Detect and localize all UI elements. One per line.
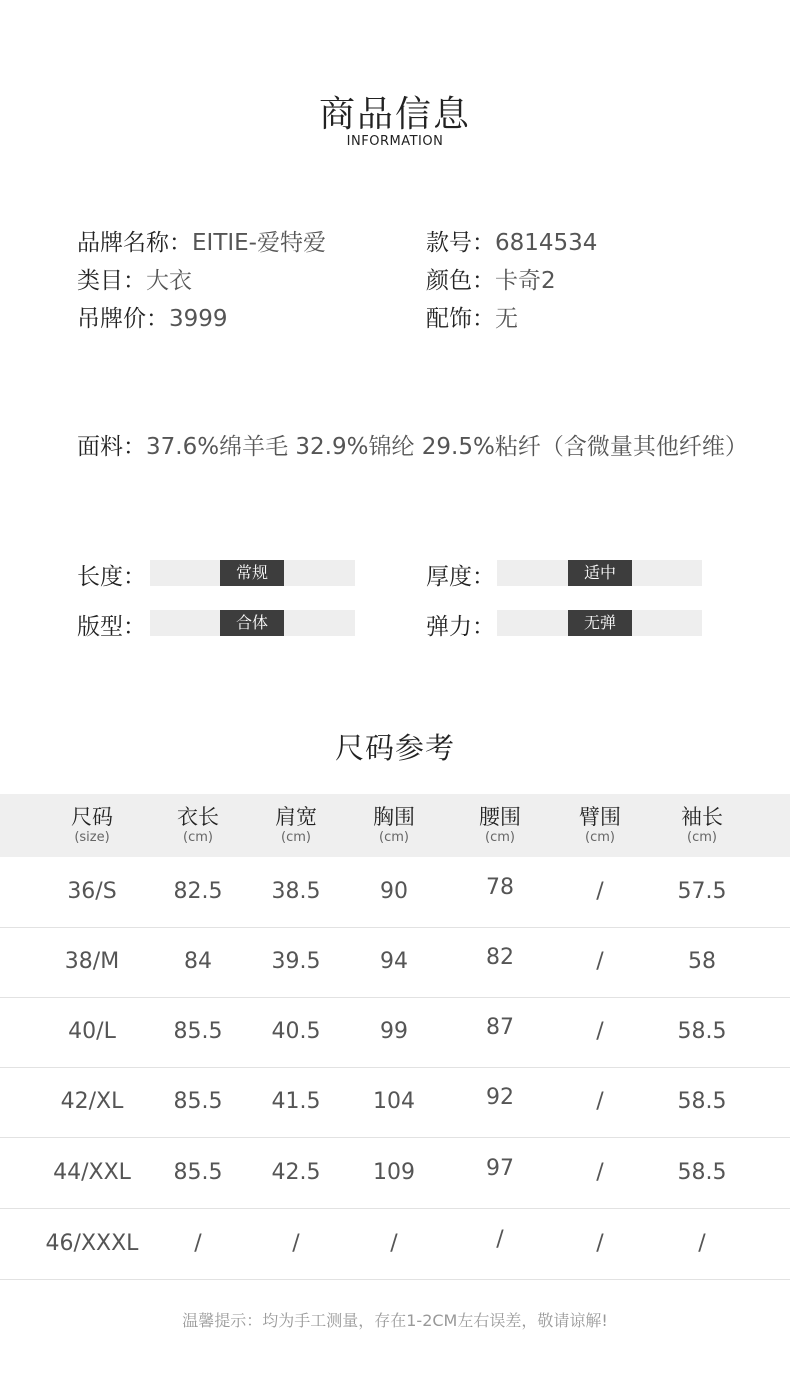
brand-value: EITIE-爱特爱 (192, 230, 326, 256)
color-value: 卡奇2 (495, 268, 556, 294)
cell-size: 38/M (64, 949, 120, 974)
table-row (0, 1209, 790, 1280)
col-sleeve-label: 袖长 (681, 805, 723, 829)
cell-length: 85.5 (173, 1089, 223, 1114)
style-no-row (426, 224, 597, 257)
cell-shoulder: 38.5 (271, 879, 321, 904)
cell-waist: 82 (486, 945, 514, 970)
cell-length: 85.5 (173, 1019, 223, 1044)
cell-shoulder: 41.5 (271, 1089, 321, 1114)
style-no-label: 款号： (426, 230, 495, 256)
col-chest (334, 804, 454, 846)
cell-length: 85.5 (173, 1160, 223, 1185)
length-tag: 常规 (220, 560, 284, 586)
cell-sleeve: 58.5 (677, 1160, 727, 1185)
page-subtitle: INFORMATION (346, 134, 444, 149)
col-chest-unit: (cm) (379, 830, 409, 845)
col-length-unit: (cm) (183, 830, 213, 845)
col-length-label: 衣长 (177, 805, 219, 829)
price-row (77, 300, 228, 333)
fit-tag: 合体 (220, 610, 284, 636)
cell-shoulder: 40.5 (271, 1019, 321, 1044)
table-row (0, 1138, 790, 1209)
table-row (0, 1067, 790, 1138)
cell-chest: 90 (380, 879, 408, 904)
accessory-label: 配饰： (426, 306, 495, 332)
cell-arm: / (596, 1019, 604, 1044)
elasticity-label: 弹力： (426, 614, 495, 640)
accessory-row (426, 300, 518, 333)
cell-arm: / (596, 1089, 604, 1114)
cell-waist: 78 (486, 875, 514, 900)
cell-arm: / (596, 949, 604, 974)
col-arm-unit: (cm) (585, 830, 615, 845)
thickness-tag: 适中 (568, 560, 632, 586)
measurement-tip: 温馨提示：均为手工测量，存在1-2CM左右误差，敬请谅解! (182, 1311, 608, 1330)
brand-label: 品牌名称： (77, 230, 192, 256)
cell-chest: 109 (373, 1160, 415, 1185)
brand-row (77, 224, 326, 257)
cell-chest: 99 (380, 1019, 408, 1044)
table-row (0, 997, 790, 1068)
col-size (32, 804, 152, 846)
fit-label: 版型： (77, 614, 146, 640)
cell-chest: 104 (373, 1089, 415, 1114)
cell-waist: / (496, 1227, 504, 1252)
color-label: 颜色： (426, 268, 495, 294)
col-chest-label: 胸围 (373, 805, 415, 829)
cell-arm: / (596, 1160, 604, 1185)
category-row (77, 262, 192, 295)
cell-sleeve: 58.5 (677, 1089, 727, 1114)
thickness-bar (497, 560, 702, 586)
cell-waist: 97 (486, 1156, 514, 1181)
fit-bar (150, 610, 355, 636)
cell-size: 42/XL (60, 1089, 124, 1114)
style-no-value: 6814534 (495, 230, 598, 256)
price-label: 吊牌价： (77, 306, 169, 332)
table-row (0, 927, 790, 998)
cell-length: / (194, 1231, 202, 1256)
col-shoulder-label: 肩宽 (275, 805, 317, 829)
col-waist-unit: (cm) (485, 830, 515, 845)
table-row (0, 857, 790, 928)
accessory-value: 无 (495, 306, 518, 332)
cell-shoulder: 42.5 (271, 1160, 321, 1185)
cell-chest: 94 (380, 949, 408, 974)
cell-waist: 87 (486, 1015, 514, 1040)
cell-length: 82.5 (173, 879, 223, 904)
cell-shoulder: 39.5 (271, 949, 321, 974)
length-label: 长度： (77, 564, 146, 590)
length-bar (150, 560, 355, 586)
col-sleeve-unit: (cm) (687, 830, 717, 845)
elasticity-tag: 无弹 (568, 610, 632, 636)
col-sleeve (642, 804, 762, 846)
price-value: 3999 (169, 306, 228, 332)
elasticity-bar (497, 610, 702, 636)
cell-size: 44/XXL (53, 1160, 131, 1185)
cell-sleeve: 58.5 (677, 1019, 727, 1044)
cell-size: 36/S (67, 879, 117, 904)
col-waist-label: 腰围 (479, 805, 521, 829)
cell-sleeve: 57.5 (677, 879, 727, 904)
col-size-label: 尺码 (71, 805, 113, 829)
cell-size: 46/XXXL (45, 1231, 139, 1256)
fabric-label: 面料： (77, 434, 146, 460)
cell-sleeve: / (698, 1231, 706, 1256)
cell-length: 84 (184, 949, 212, 974)
cell-waist: 92 (486, 1085, 514, 1110)
category-value: 大衣 (146, 268, 192, 294)
thickness-label: 厚度： (426, 564, 495, 590)
col-shoulder-unit: (cm) (281, 830, 311, 845)
cell-sleeve: 58 (688, 949, 716, 974)
col-size-unit: (size) (74, 830, 110, 845)
col-arm-label: 臂围 (579, 805, 621, 829)
category-label: 类目： (77, 268, 146, 294)
color-row (426, 262, 556, 295)
cell-chest: / (390, 1231, 398, 1256)
size-table-header (0, 794, 790, 857)
cell-shoulder: / (292, 1231, 300, 1256)
cell-arm: / (596, 879, 604, 904)
page-title: 商品信息 (318, 94, 471, 135)
size-chart-title: 尺码参考 (334, 731, 455, 765)
fabric-row (77, 428, 748, 461)
cell-arm: / (596, 1231, 604, 1256)
cell-size: 40/L (68, 1019, 116, 1044)
fabric-value: 37.6%绵羊毛 32.9%锦纶 29.5%粘纤（含微量其他纤维） (146, 434, 748, 460)
